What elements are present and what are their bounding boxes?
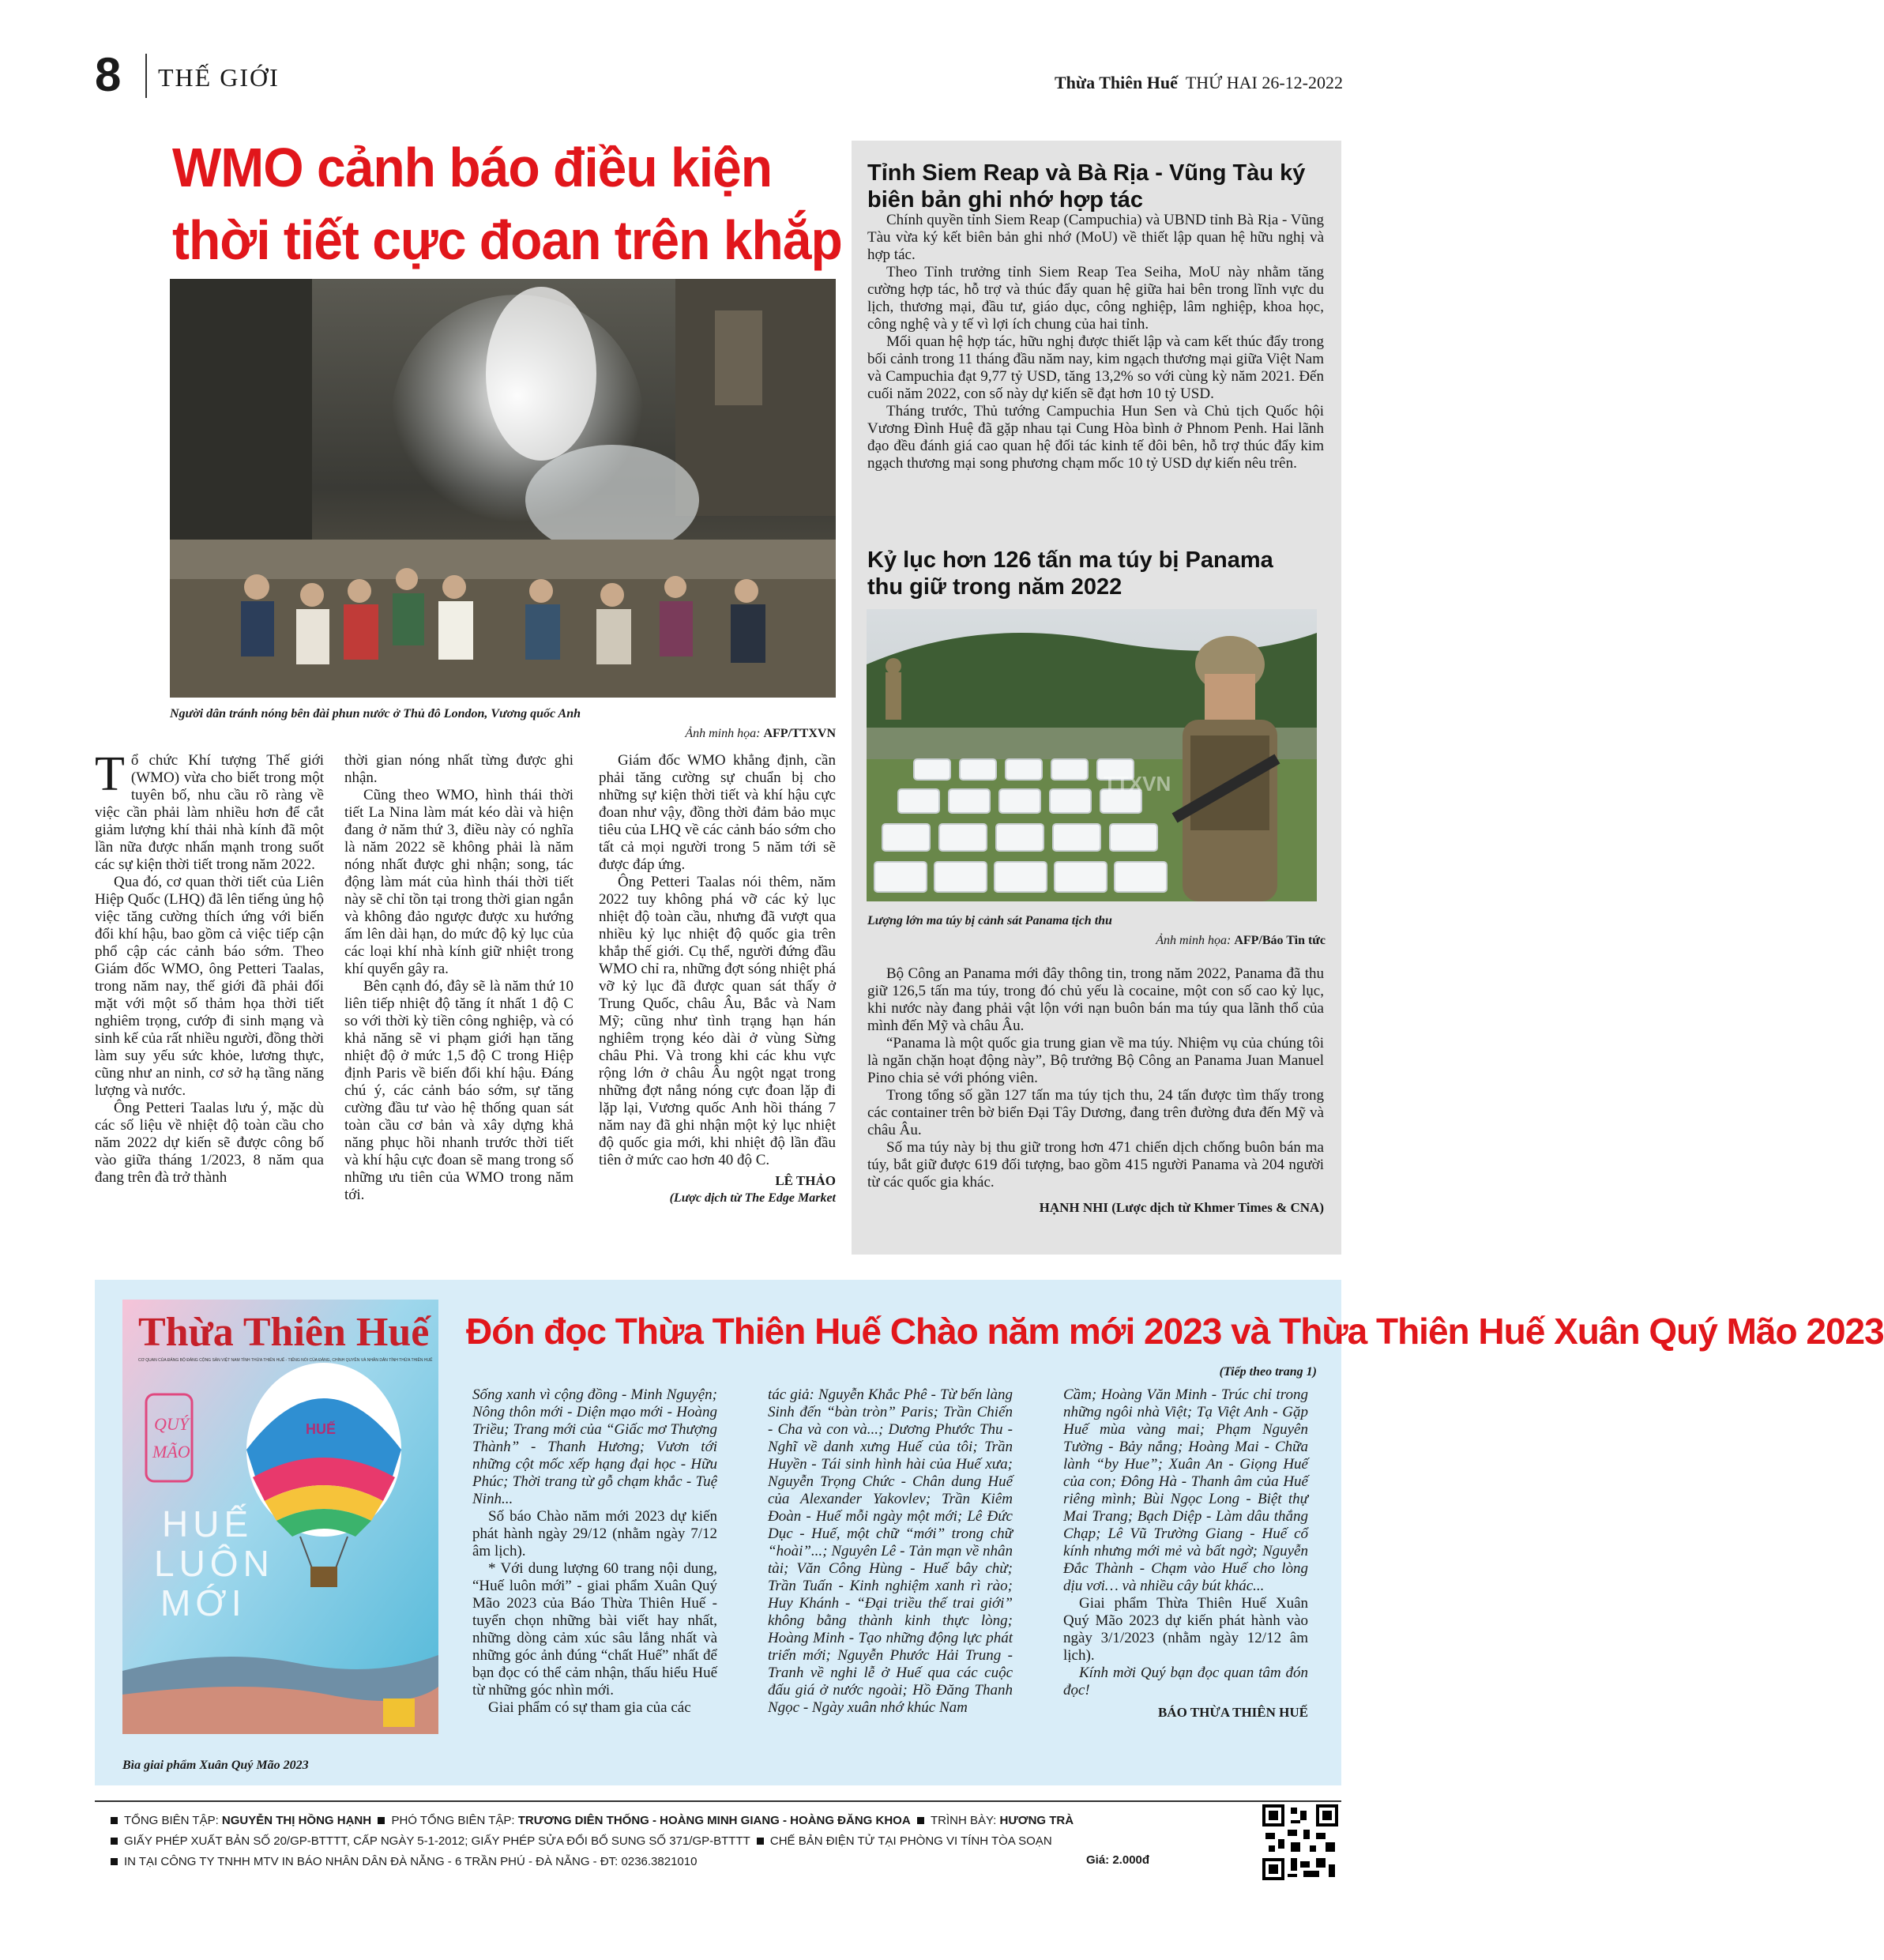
sidebar-paragraph: “Panama là một quốc gia trung gian về ma túy. Nhiệm vụ của chúng tôi là ngăn chặn hoạt động này”, Bộ trưởng Bộ Công an Panama Juan Manuel Pino chia sẻ với phóng viên. <box>867 1035 1324 1086</box>
main-headline: WMO cảnh báo điều kiện thời tiết cực đoan trên khắp <box>172 136 842 271</box>
promo-paragraph: Giai phẩm có sự tham gia của các <box>488 1699 691 1716</box>
cover-slogan-line3: MỚI <box>160 1582 246 1623</box>
sidebar-story1-title: Tỉnh Siem Reap và Bà Rịa - Vũng Tàu ký biên bản ghi nhớ hợp tác <box>867 160 1306 213</box>
promo-column-1 <box>472 1386 717 1717</box>
cover-slogan-line1: HUẾ <box>162 1503 254 1544</box>
promo-paragraph: Số báo Chào năm mới 2023 dự kiến phát hành ngày 29/12 (nhằm ngày 7/12 âm lịch). <box>472 1508 717 1559</box>
page-header <box>95 47 1343 103</box>
article-column-1 <box>95 747 324 1187</box>
sidebar-paragraph: Theo Tỉnh trưởng tỉnh Siem Reap Tea Seiha, MoU này nhằm tăng cường hợp tác, hỗ trợ và thúc đẩy quan hệ giữa hai bên trong lĩnh vực du lịch, thương mại, đầu tư, giáo dục, công nghiệp, lâm nghiệp, khoa học, công nghệ và y tế vì lợi ích chung của hai tỉnh. <box>867 264 1324 333</box>
sidebar-paragraph: Trong tổng số gần 127 tấn ma túy tịch thu, 24 tấn được tìm thấy trong các container trên bờ biển Đại Tây Dương, đang trên đường đưa đến Mỹ và châu Âu. <box>867 1087 1324 1138</box>
sidebar-photo-credit <box>1090 934 1326 948</box>
promo-signature: BÁO THỪA THIÊN HUẾ <box>1157 1705 1308 1720</box>
page-number: 8 <box>95 48 122 101</box>
credit-source: AFP/Báo Tin tức <box>1234 934 1326 947</box>
dropcap: T <box>95 747 125 801</box>
bullet-square-icon <box>757 1838 764 1845</box>
promo-paragraph: tác giả: Nguyễn Khắc Phê - Từ bến làng Sinh đến “bàn tròn” Paris; Trần Chiến - Cha và con và...; Dương Phước Thu - Nghĩ về danh xưng Huế của tôi; Trần Huyền - Tái sinh hình hài của Huế xưa; Nguyễn Trọng Chức - Chân dung Huế của Alexander Yakovlev; Trần Kiêm Đoàn - Huế mỗi ngày một mới; Lê Đức Dục - Huế, một chữ “mới” trong chữ “hoài”...; Nguyên Lê - Tản mạn về nhân tài; Văn Công Hùng - Huế bây chừ; Trần Tuấn - Kinh nghiệm xanh rì rào; Huy Khánh - “Đại triều thế trai giới” không bằng thành kinh thực lòng; Hoàng Minh - Tạo những động lực phát triển mới; Nguyễn Phước Hải Trung - Tranh về nghi lễ ở Huế qua các cuộc đấu giá ở nước ngoài; Hồ Đăng Thanh Ngọc - Ngày xuân nhớ khúc Nam <box>768 1386 1013 1716</box>
photo-watermark: TTXVN <box>1104 772 1171 796</box>
article-paragraph: Giám đốc WMO khẳng định, cần phải tăng cường sự chuẩn bị cho những sự kiện thời tiết và khí hậu cực đoan như vậy, đồng thời đảm bảo mục tiêu của LHQ về các cảnh báo sớm cho tất cả mọi người trong 5 năm tới sẽ được đáp ứng. <box>599 752 836 873</box>
sidebar-story2-body <box>867 965 1324 1217</box>
article-paragraph: Tổ chức Khí tượng Thế giới (WMO) vừa cho biết trong một tuyên bố, nhu cầu rõ ràng về việc cần phải làm nhiều hơn để cắt giảm lượng khí thải nhà kính đã một lần nữa được nhấn mạnh trong suốt các sự kiện thời tiết trong năm 2022. <box>95 747 324 873</box>
svg-text:QUÝ: QUÝ <box>154 1414 190 1434</box>
bullet-square-icon <box>917 1817 924 1824</box>
credit-label: Ảnh minh họa: <box>1156 934 1232 947</box>
sidebar-paragraph: Tháng trước, Thủ tướng Campuchia Hun Sen và Chủ tịch Quốc hội Vương Đình Huệ đã gặp nhau tại Cung Hòa bình ở Phnom Penh. Hai lãnh đạo đều đánh giá cao quan hệ đối tác kinh tế đôi bên, hỗ trợ thúc đẩy kim ngạch thương mại song phương chạm mốc 10 tỷ USD dự kiến nêu trên. <box>867 403 1324 472</box>
article-source: (Lược dịch từ The Edge Market <box>669 1191 836 1205</box>
imprint-line-1: TỔNG BIÊN TẬP: NGUYỄN THỊ HỒNG HẠNH PHÓ TỔNG BIÊN TẬP: TRƯƠNG DIÊN THỐNG - HOÀNG MINH GIANG - HOÀNG ĐĂNG KHOA TRÌNH BÀY: HƯƠNG TRÀ <box>111 1811 1232 1831</box>
sidebar-author: HẠNH NHI (Lược dịch từ Khmer Times & CNA) <box>1039 1200 1324 1215</box>
seized-drugs-photo <box>867 609 1317 901</box>
cover-slogan-line2: LUÔN <box>154 1543 274 1584</box>
article-paragraph: Ông Petteri Taalas nói thêm, năm 2022 tuy không phá vỡ các kỷ lục nhiệt độ toàn cầu, nhưng đã vượt qua nhiều kỷ lục nhiệt độ quốc gia trên khắp thế giới. Cụ thể, người đứng đầu WMO chỉ ra, những đợt sóng nhiệt phá vỡ kỷ lục đã được quan sát thấy ở Trung Quốc, châu Âu, Bắc và Nam Mỹ; cũng như tình trạng hạn hán nghiêm trọng kéo dài ở vùng Sừng châu Phi. Và trong khi các khu vực rộng lớn ở châu Âu ngột ngạt trong những đợt nắng nóng cực đoan lặp đi lặp lại, Vương quốc Anh hồi tháng 7 năm nay đã ghi nhận một kỷ lục nhiệt độ quốc gia mới, khi nhiệt độ lần đầu tiên ở mức cao hơn 40 độ C. <box>599 874 836 1168</box>
promo-paragraph: Sống xanh vì cộng đồng - Minh Nguyện; Nông thôn mới - Diện mạo mới - Hoàng Triều; Trang mới của “Giấc mơ Thượng Thành” - Thanh Hương; Vươn tới những cột mốc xếp hạng đại học - Hữu Phúc; Thời trang từ gỗ chạm khắc - Tuệ Ninh... <box>472 1386 717 1507</box>
sidebar-story1-body <box>867 212 1324 472</box>
bullet-square-icon <box>111 1838 118 1845</box>
issue-date: THỨ HAI 26-12-2022 <box>1185 73 1343 92</box>
article-paragraph: Ông Petteri Taalas lưu ý, mặc dù các số liệu về nhiệt độ toàn cầu cho năm 2022 dự kiến sẽ được công bố vào giữa tháng 1/2023, 8 năm qua đang trên đà trở thành <box>95 1100 324 1186</box>
svg-text:HUẾ: HUẾ <box>306 1421 337 1437</box>
article-paragraph: Qua đó, cơ quan thời tiết của Liên Hiệp Quốc (LHQ) đã lên tiếng ủng hộ việc tăng cường thích ứng với biến đổi khí hậu, bao gồm cả việc tiếp cận phổ cập các cảnh báo sớm. Theo Giám đốc WMO, ông Petteri Taalas, trong năm nay, thế giới đã phải đối mặt với một số thảm họa thời tiết nghiêm trọng, cướp đi sinh mạng và sinh kế của rất nhiều người, đồng thời làm suy yếu sức khỏe, lương thực, cũng như an ninh, cơ sở hạ tầng năng lượng và nước. <box>95 874 324 1099</box>
promo-column-3 <box>1063 1386 1308 1721</box>
svg-text:MÃO: MÃO <box>152 1442 190 1462</box>
bullet-square-icon <box>111 1817 118 1824</box>
imprint-line-2: GIẤY PHÉP XUẤT BẢN SỐ 20/GP-BTTTT, CẤP NGÀY 5-1-2012; GIẤY PHÉP SỬA ĐỔI BỔ SUNG SỐ 371/GP-BTTTT CHẾ BẢN ĐIỆN TỬ TẠI PHÒNG VI TÍNH TÒA SOẠN <box>111 1831 1232 1852</box>
sidebar-story2-title: Kỷ lục hơn 126 tấn ma túy bị Panama thu giữ trong năm 2022 <box>867 547 1273 600</box>
main-photo-caption: Người dân tránh nóng bên đài phun nước ở Thủ đô London, Vương quốc Anh <box>170 707 581 720</box>
cover-subline: CƠ QUAN CỦA ĐẢNG BỘ ĐẢNG CỘNG SẢN VIỆT NAM TỈNH THỪA THIÊN HUẾ - TIẾNG NÓI CỦA ĐẢNG, CHÍNH QUYỀN VÀ NHÂN DÂN TỈNH THỪA THIÊN HUẾ <box>138 1358 433 1363</box>
newspaper-name: Thừa Thiên Huế <box>1054 73 1178 92</box>
sidebar-paragraph: Số ma túy này bị thu giữ trong hơn 471 chiến dịch chống buôn bán ma túy, bắt giữ được 619 đối tượng, bao gồm 415 người Panama và 204 người từ các quốc gia khác. <box>867 1139 1324 1191</box>
qr-code-icon[interactable] <box>1262 1804 1338 1880</box>
promo-paragraph: Cầm; Hoàng Văn Minh - Trúc chỉ trong những ngôi nhà Việt; Tạ Việt Anh - Gặp Huế mùa vàng mai; Phạm Nguyên Tường - Bảy nắng; Hoàng Mai - Chữa lành “by Hue”; Xuân An - Giọng Huế của con; Đông Hà - Thanh âm của Huế riêng mình; Bùi Ngọc Long - Biệt thự Mai Trang; Bạch Diệp - Làm dâu thắng Chạp; Lê Vũ Trường Giang - Huế cổ kính nhưng mới mẻ và bất ngờ; Nguyễn Đắc Thành - Chạm vào Huế cho lòng dịu vơi… và nhiều cây bút khác... <box>1063 1386 1308 1594</box>
promo-column-2 <box>768 1386 1013 1717</box>
article-column-3 <box>599 752 836 1207</box>
cover-caption: Bìa giai phẩm Xuân Quý Mão 2023 <box>122 1759 309 1772</box>
article-paragraph: thời gian nóng nhất từng được ghi nhận. <box>344 752 573 786</box>
sidebar-paragraph: Chính quyền tỉnh Siem Reap (Campuchia) và UBND tỉnh Bà Rịa - Vũng Tàu vừa ký kết biên bản ghi nhớ (MoU) về thiết lập quan hệ hữu nghị và hợp tác. <box>867 212 1324 263</box>
article-paragraph: Bên cạnh đó, đây sẽ là năm thứ 10 liên tiếp nhiệt độ tăng ít nhất 1 độ C so với thời kỳ tiền công nghiệp, và có khả năng sẽ vi phạm giới hạn tăng nhiệt độ ở mức 1,5 độ C trong Hiệp định Paris về biến đổi khí hậu. Đáng chú ý, các cảnh báo sớm, sự tăng cường đầu tư vào hệ thống quan sát toàn cầu cơ bản và xây dựng khả năng phục hồi nhanh trước thời tiết và khí hậu cực đoan sẽ mang trong số những ưu tiên của WMO trong năm tới. <box>344 978 573 1203</box>
magazine-cover <box>122 1300 438 1734</box>
header-divider <box>145 54 147 98</box>
promo-paragraph: Kính mời Quý bạn đọc quan tâm đón đọc! <box>1063 1665 1308 1699</box>
bullet-square-icon <box>111 1858 118 1865</box>
bullet-square-icon <box>378 1817 385 1824</box>
cover-masthead: Thừa Thiên Huế <box>138 1310 430 1355</box>
article-column-2 <box>344 752 573 1204</box>
main-photo-credit <box>600 727 836 741</box>
imprint <box>111 1811 1232 1872</box>
credit-source: AFP/TTXVN <box>763 727 836 740</box>
fountain-photo <box>170 279 836 698</box>
sidebar-paragraph: Bộ Công an Panama mới đây thông tin, trong năm 2022, Panama đã thu giữ 126,5 tấn ma túy, trong đó chủ yếu là cocaine, một con số cao kỷ lục, khi nước này đang phải vật lộn với nạn buôn bán ma túy qua lãnh thổ của mình đến Mỹ và châu Âu. <box>867 965 1324 1034</box>
article-paragraph: Cũng theo WMO, hình thái thời tiết La Nina làm mát kéo dài và hiện đang ở năm thứ 3, điều này có nghĩa là năm 2022 sẽ không phải là năm nóng nhất được ghi nhận; song, tác động làm mát của hình thái thời tiết này sẽ chỉ tồn tại trong thời gian ngắn và không đảo ngược được xu hướng ấm lên dài hạn, do mức độ kỷ lục của các loại khí nhà kính giữ nhiệt trong khí quyển gây ra. <box>344 787 573 977</box>
sidebar-paragraph: Mối quan hệ hợp tác, hữu nghị được thiết lập và cam kết thúc đẩy trong bối cảnh trong 11 tháng đầu năm nay, kim ngạch thương mại giữa Việt Nam và Campuchia đạt 9,77 tỷ USD, tăng 13,2% so với cùng kỳ năm 2021. Đến cuối năm 2022, con số này dự kiến sẽ đạt hơn 10 tỷ USD. <box>867 333 1324 402</box>
header-masthead <box>1055 73 1343 93</box>
imprint-line-3: IN TẠI CÔNG TY TNHH MTV IN BÁO NHÂN DÂN ĐÀ NẴNG - 6 TRẦN PHÚ - ĐÀ NẴNG - ĐT: 0236.3821010 <box>111 1852 1232 1872</box>
promo-paragraph: Giai phẩm Thừa Thiên Huế Xuân Quý Mão 2023 dự kiến phát hành vào ngày 3/1/2023 (nhằm ngày 12/12 âm lịch). <box>1063 1595 1308 1664</box>
promo-title: Đón đọc Thừa Thiên Huế Chào năm mới 2023 và Thừa Thiên Huế Xuân Quý Mão 2023 <box>466 1311 1884 1352</box>
credit-label: Ảnh minh họa: <box>685 727 761 740</box>
price: Giá: 2.000đ <box>1086 1853 1150 1867</box>
sidebar-photo-caption: Lượng lớn ma túy bị cảnh sát Panama tịch thu <box>867 914 1112 927</box>
promo-paragraph: * Với dung lượng 60 trang nội dung, “Huế luôn mới” - giai phẩm Xuân Quý Mão 2023 của Báo Thừa Thiên Huế - tuyển chọn những bài viết hay nhất, những dòng cảm xúc sâu lắng nhất và những góc ảnh đúng “chất Huế” nhất để bạn đọc có thể cảm nhận, thấu hiểu Huế từ những góc nhìn mới. <box>472 1560 717 1699</box>
continued-from: (Tiếp theo trang 1) <box>1219 1365 1317 1379</box>
footer-divider <box>95 1800 1341 1802</box>
article-author: LÊ THẢO <box>775 1173 836 1188</box>
section-name: THẾ GIỚI <box>158 63 280 92</box>
